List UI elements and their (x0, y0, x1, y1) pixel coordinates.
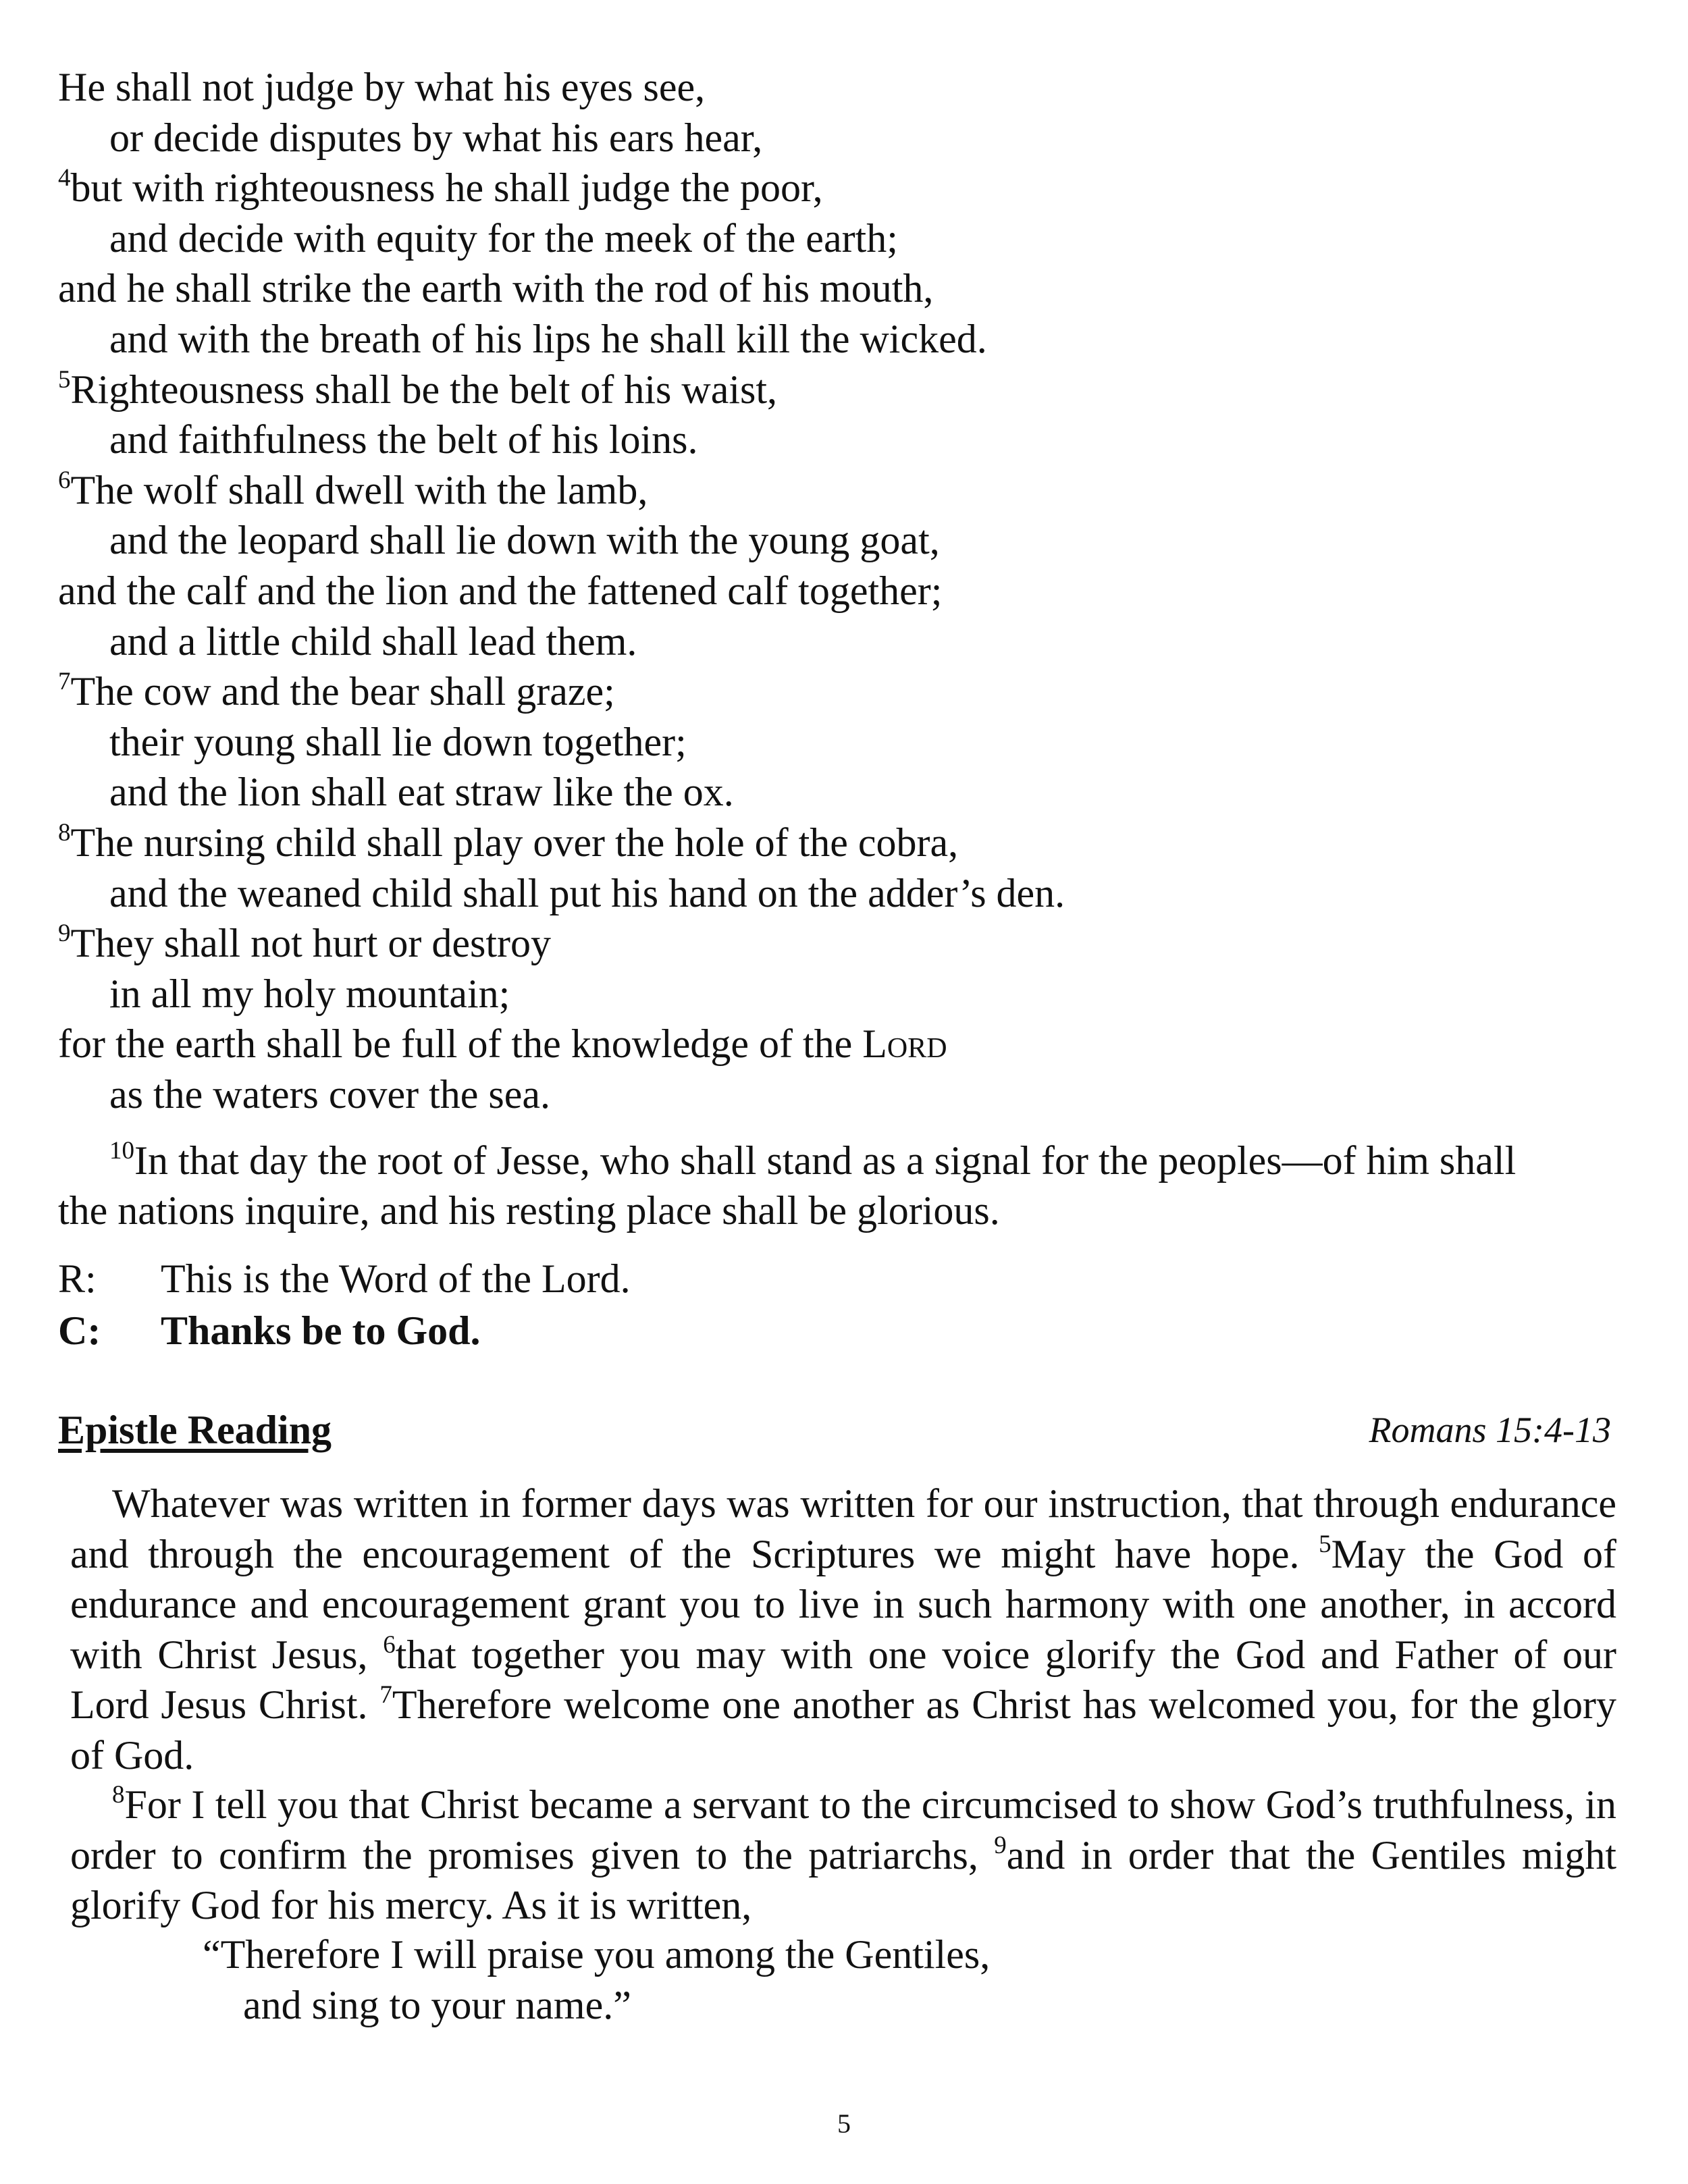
reader-text: This is the Word of the Lord. (161, 1256, 631, 1301)
page-number: 5 (837, 2108, 851, 2139)
congregation-label: C: (58, 1308, 101, 1353)
poem-line-text: as the waters cover the sea. (109, 1071, 551, 1117)
verse-10-paragraph (58, 1136, 1564, 1235)
verse-number: 5 (58, 365, 71, 394)
poem-line (58, 1069, 1611, 1120)
poem-line-text: and he shall strike the earth with the rod of his mouth, (58, 266, 934, 311)
epistle-heading (58, 1405, 1611, 1455)
poem-line (58, 566, 1611, 616)
poem-line (58, 717, 1611, 768)
epistle-paragraph (70, 1780, 1616, 1931)
poem-line-text: The wolf shall dwell with the lamb, (70, 467, 648, 512)
poem-line-text: and a little child shall lead them. (109, 618, 637, 664)
paragraph-text: and in order that the Gentiles might glorify God for his mercy. As it is written, (70, 1832, 1616, 1927)
poem-line-text: He shall not judge by what his eyes see, (58, 65, 706, 109)
poem-line-text: The cow and the bear shall graze; (70, 669, 615, 714)
verse-number: 7 (58, 668, 71, 696)
poem-line (58, 314, 1611, 365)
verse-number: 9 (994, 1831, 1007, 1859)
poem-line (58, 918, 1611, 969)
divine-name-smallcaps: Lord (862, 1021, 947, 1067)
poem-line-text: and the lion shall eat straw like the ox. (109, 770, 734, 815)
quote-line: “Therefore I will praise you among the Gentiles, (203, 1932, 991, 1977)
poem-line-text: and the weaned child shall put his hand on the adder’s den. (109, 870, 1065, 915)
poem-line (58, 113, 1611, 163)
block-quotation (203, 1929, 990, 2030)
quote-line: and sing to your name.” (243, 1982, 631, 2027)
poem-line (58, 666, 1611, 717)
paragraph-text: Whatever was written in former days was written for our instruction, that through endurance and through the encouragement of the Scriptures we might have hope. (70, 1481, 1616, 1576)
poem-line (58, 263, 1611, 314)
paragraph-text: In that day the root of Jesse, who shall stand as a signal for the peoples—of him shall the nations inquire, and his resting place shall be glorious. (58, 1138, 1516, 1233)
poem-line-text: but with righteousness he shall judge the poor, (70, 165, 823, 211)
poem-line (58, 465, 1611, 516)
section-title: Epistle Reading (58, 1408, 332, 1452)
paragraph-text: that together you may with one voice glorify the God and Father of our Lord Jesus Christ. (70, 1632, 1617, 1727)
verse-number: 4 (58, 164, 71, 192)
paragraph-text: May the God of endurance and encouragement grant you to live in such harmony with one another, in accord with Christ Jesus, (70, 1531, 1617, 1677)
poem-line (58, 767, 1611, 818)
poem-line (58, 818, 1611, 868)
poem-line-text: and decide with equity for the meek of the earth; (109, 215, 898, 261)
verse-number: 8 (58, 818, 71, 847)
poem-line (58, 1019, 1611, 1069)
poem-line-text: and the leopard shall lie down with the young goat, (109, 518, 940, 563)
poem-line-text: their young shall lie down together; (109, 719, 687, 764)
reader-label: R: (58, 1256, 97, 1301)
poem-line (58, 62, 1611, 113)
poem-line-text: They shall not hurt or destroy (70, 921, 552, 966)
poem-line-text: and faithfulness the belt of his loins. (109, 417, 698, 462)
poem-line (58, 365, 1611, 415)
verse-number: 9 (58, 920, 71, 948)
poem-line (58, 415, 1611, 465)
verse-number: 7 (379, 1681, 392, 1709)
reader-response (58, 1254, 631, 1304)
poem-line-text: in all my holy mountain; (109, 971, 510, 1016)
poem-line-text: The nursing child shall play over the hole of the cobra, (70, 820, 959, 865)
poem-line-text: and the calf and the lion and the fattened calf together; (58, 568, 943, 613)
isaiah-poem (58, 62, 1611, 1119)
verse-number: 6 (383, 1630, 396, 1659)
poem-line (58, 969, 1611, 1019)
paragraph-text: For I tell you that Christ became a servant to the circumcised to show God’s truthfulness, in order to confirm the promises given to the patriarchs, (70, 1782, 1616, 1877)
poem-line (58, 868, 1611, 919)
poem-line-text: Righteousness shall be the belt of his waist, (70, 367, 778, 412)
epistle-paragraph (70, 1479, 1616, 1780)
poem-line-text: for the earth shall be full of the knowledge of the (58, 1021, 863, 1067)
scripture-reference: Romans 15:4-13 (1369, 1410, 1611, 1450)
paragraph-text: Therefore welcome one another as Christ has welcomed you, for the glory of God. (70, 1682, 1616, 1778)
poem-line-text: or decide disputes by what his ears hear, (109, 115, 763, 160)
congregation-response (58, 1306, 481, 1356)
congregation-text: Thanks be to God. (161, 1308, 481, 1353)
verse-number: 6 (58, 466, 71, 494)
poem-line-text: and with the breath of his lips he shall kill the wicked. (109, 316, 987, 361)
verse-number: 5 (1319, 1530, 1331, 1558)
poem-line (58, 616, 1611, 667)
verse-number: 8 (112, 1781, 125, 1809)
poem-line (58, 213, 1611, 264)
verse-number: 10 (109, 1137, 134, 1165)
poem-line (58, 515, 1611, 566)
poem-line (58, 163, 1611, 213)
